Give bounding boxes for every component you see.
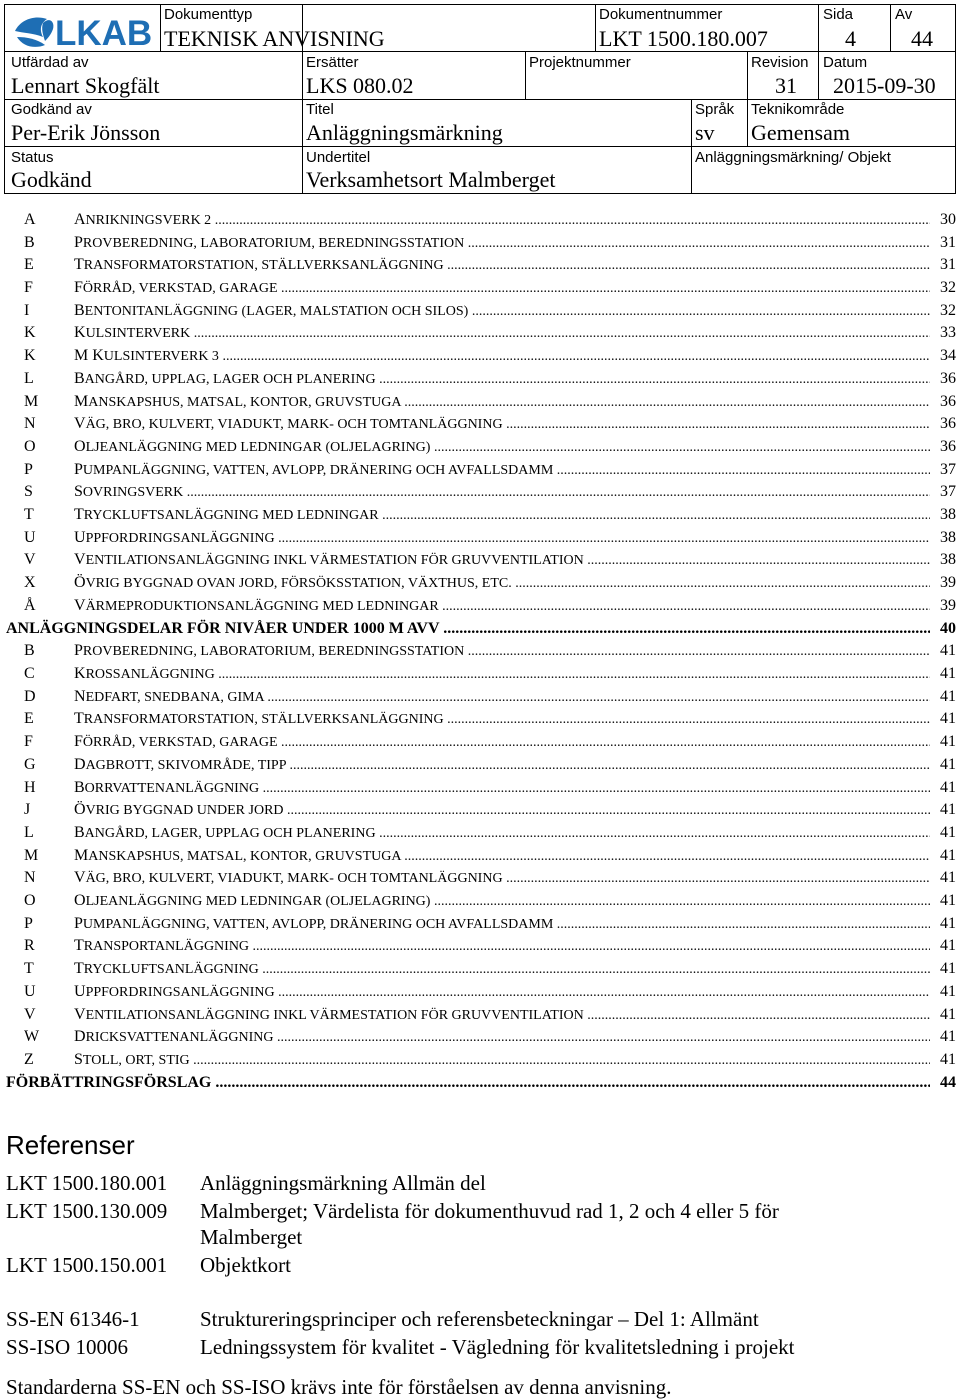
toc-entry-title-initial: S bbox=[74, 483, 83, 500]
toc-entry-title-rest: LJEANLÄGGNING MED LEDNINGAR (OLJELAGRING) bbox=[85, 440, 431, 455]
reference-title: Struktureringsprinciper och referensbeteckningar – Del 1: Allmänt bbox=[200, 1307, 759, 1331]
toc-entry-page: 41 bbox=[930, 640, 956, 662]
toc-entry-letter: P bbox=[24, 461, 33, 478]
toc-entry-title-initial: V bbox=[74, 597, 86, 614]
toc-entry[interactable] bbox=[0, 708, 960, 730]
toc-entry-letter: J bbox=[24, 801, 31, 818]
toc-entry-title bbox=[74, 708, 930, 731]
toc-entry[interactable] bbox=[0, 731, 960, 753]
toc-entry-page: 41 bbox=[930, 935, 956, 957]
toc-entry-title-rest: NRIKNINGSVERK 2 bbox=[85, 213, 212, 228]
subtitle-label: Undertitel bbox=[306, 149, 371, 166]
toc-entry-page: 41 bbox=[930, 708, 956, 730]
toc-entry-page: 33 bbox=[930, 322, 956, 344]
toc-entry-title-initial: B bbox=[74, 302, 85, 319]
toc-entry-title bbox=[74, 254, 930, 277]
toc-entry-title-initial: V bbox=[74, 1006, 86, 1023]
toc-entry-title-initial: S bbox=[74, 1051, 83, 1068]
toc-entry[interactable] bbox=[0, 232, 960, 254]
toc-entry-title-rest: ANGÅRD, UPPLAG, LAGER OCH PLANERING bbox=[84, 372, 376, 387]
toc-entry-title-rest: TOLL, ORT, STIG bbox=[82, 1053, 190, 1068]
toc-entry-title-rest: LJEANLÄGGNING MED LEDNINGAR (OLJELAGRING) bbox=[85, 894, 431, 909]
reference-title: Anläggningsmärkning Allmän del bbox=[200, 1171, 486, 1195]
toc-entry-letter: X bbox=[24, 574, 36, 591]
toc-entry-letter: W bbox=[24, 1028, 40, 1045]
toc-entry-title-initial: T bbox=[74, 937, 84, 954]
toc-entry-letter: R bbox=[24, 937, 35, 954]
toc-entry[interactable] bbox=[0, 209, 960, 231]
toc-entry-title-initial: P bbox=[74, 915, 83, 932]
toc-entry[interactable] bbox=[0, 527, 960, 549]
toc-entry-title-initial: U bbox=[74, 529, 86, 546]
toc-entry[interactable] bbox=[0, 686, 960, 708]
object-label: Anläggningsmärkning/ Objekt bbox=[695, 149, 891, 166]
toc-entry-page: 32 bbox=[930, 300, 956, 322]
toc-entry-title-rest: OVRINGSVERK bbox=[82, 485, 184, 500]
toc-entry-title-rest: ÖRRÅD, VERKSTAD, GARAGE bbox=[82, 735, 278, 750]
toc-entry-letter: T bbox=[24, 960, 34, 977]
toc-entry-page: 36 bbox=[930, 368, 956, 390]
toc-entry[interactable] bbox=[0, 254, 960, 276]
doc-number-label: Dokumentnummer bbox=[599, 6, 723, 23]
toc-entry-title-rest: ROSSANLÄGGNING bbox=[85, 667, 215, 682]
toc-entry-page: 37 bbox=[930, 459, 956, 481]
toc-entry-title-rest: ÄRMEPRODUKTIONSANLÄGGNING MED LEDNINGAR bbox=[85, 599, 439, 614]
approved-by-label: Godkänd av bbox=[11, 101, 92, 118]
document-header bbox=[4, 4, 956, 194]
toc-entry-letter: E bbox=[24, 256, 34, 273]
toc-entry[interactable] bbox=[0, 867, 960, 889]
toc-entry-title-rest: ROVBEREDNING, LABORATORIUM, BEREDNINGSSTATION bbox=[82, 236, 465, 251]
toc-entry-page: 41 bbox=[930, 822, 956, 844]
revision-label: Revision bbox=[751, 54, 809, 71]
toc-entry[interactable] bbox=[0, 913, 960, 935]
toc-entry-letter: M bbox=[24, 393, 39, 410]
toc-entry-title-rest: VRIG BYGGNAD OVAN JORD, FÖRSÖKSSTATION, VÄXTHUS, ETC. bbox=[85, 576, 512, 591]
toc-entry[interactable] bbox=[0, 481, 960, 503]
toc-entry-title-rest: ROVBEREDNING, LABORATORIUM, BEREDNINGSSTATION bbox=[82, 644, 465, 659]
toc-entry-title-initial: F bbox=[74, 279, 83, 296]
toc-entry-letter: H bbox=[24, 779, 36, 796]
page-label: Sida bbox=[823, 6, 854, 23]
toc-entry-page: 41 bbox=[930, 913, 956, 935]
toc-entry-letter: L bbox=[24, 824, 34, 841]
toc-entry-title-rest: ENTONITANLÄGGNING (LAGER, MALSTATION OCH SILOS) bbox=[84, 304, 469, 319]
toc-entry-title-initial: B bbox=[74, 779, 85, 796]
toc-entry-title-initial: A bbox=[74, 211, 86, 228]
date: 2015-09-30 bbox=[833, 73, 936, 98]
toc-entry-title-rest: PPFORDRINGSANLÄGGNING bbox=[85, 985, 275, 1000]
toc-entry-title-rest: RANSFORMATORSTATION, STÄLLVERKSANLÄGGNING bbox=[83, 712, 444, 727]
toc-section-page: 44 bbox=[930, 1072, 956, 1094]
doc-title: Anläggningsmärkning bbox=[306, 120, 503, 145]
toc-entry-title-rest: AGBROTT, SKIVOMRÅDE, TIPP bbox=[85, 758, 286, 773]
reference-title: Objektkort bbox=[200, 1253, 291, 1277]
toc-entry-title-initial: F bbox=[74, 733, 83, 750]
toc-entry-title-rest: ORRVATTENANLÄGGNING bbox=[84, 781, 260, 796]
toc-entry-page: 41 bbox=[930, 1049, 956, 1071]
toc-entry-title bbox=[74, 845, 930, 868]
toc-entry[interactable] bbox=[0, 436, 960, 458]
toc-entry-letter: Å bbox=[24, 597, 36, 614]
toc-entry-title bbox=[74, 436, 930, 459]
toc-entry-letter: L bbox=[24, 370, 34, 387]
toc-entry-letter: N bbox=[24, 415, 36, 432]
toc-section-title: FÖRBÄTTRINGSFÖRSLAG ..... bbox=[6, 1072, 930, 1094]
toc-entry-title-initial: K bbox=[74, 665, 86, 682]
toc-entry-title-initial: M bbox=[74, 393, 89, 410]
toc-entry-title-initial: D bbox=[74, 756, 86, 773]
toc-entry-title bbox=[74, 1026, 930, 1049]
toc-entry-letter: I bbox=[24, 302, 30, 319]
toc-entry-page: 41 bbox=[930, 754, 956, 776]
toc-entry-letter: C bbox=[24, 665, 35, 682]
toc-entry-title-initial: Ö bbox=[74, 801, 86, 818]
revision: 31 bbox=[775, 73, 797, 98]
toc-entry-title-rest: PPFORDRINGSANLÄGGNING bbox=[85, 531, 275, 546]
replaces-label: Ersätter bbox=[306, 54, 359, 71]
page-number: 4 bbox=[845, 26, 856, 51]
toc-entry-page: 41 bbox=[930, 981, 956, 1003]
doc-type: TEKNISK ANVISNING bbox=[164, 26, 385, 51]
svg-text:LKAB: LKAB bbox=[55, 14, 153, 53]
toc-entry-page: 41 bbox=[930, 686, 956, 708]
toc-section-title: ANLÄGGNINGSDELAR FÖR NIVÅER UNDER 1000 M AVV ..... bbox=[6, 618, 930, 640]
toc-entry-page: 32 bbox=[930, 277, 956, 299]
toc-section-heading[interactable] bbox=[0, 618, 960, 640]
toc-entry-title bbox=[74, 277, 930, 300]
toc-entry-title-rest: ANSKAPSHUS, MATSAL, KONTOR, GRUVSTUGA bbox=[88, 849, 401, 864]
toc-entry-title-initial: V bbox=[74, 415, 86, 432]
toc-entry-letter: P bbox=[24, 915, 33, 932]
toc-entry-title-rest: VRIG BYGGNAD UNDER JORD bbox=[85, 803, 284, 818]
toc-entry-title bbox=[74, 640, 930, 663]
toc-entry-title-rest: EDFART, SNEDBANA, G bbox=[85, 690, 238, 705]
toc-entry-letter: M bbox=[24, 847, 39, 864]
toc-entry-letter: O bbox=[24, 438, 36, 455]
toc-entry-title bbox=[74, 777, 930, 800]
issued-by: Lennart Skogfält bbox=[11, 73, 160, 98]
toc-entry-title bbox=[74, 345, 930, 368]
toc-entry-title-initial: V bbox=[74, 869, 86, 886]
toc-entry-letter: S bbox=[24, 483, 33, 500]
toc-entry-page: 31 bbox=[930, 254, 956, 276]
toc-entry-letter: K bbox=[24, 324, 36, 341]
toc-entry-title-initial: M K bbox=[74, 347, 104, 364]
toc-entry-title-rest: ENTILATIONSANLÄGGNING INKL VÄRMESTATION FÖR GRUVVENTILATION bbox=[85, 1008, 584, 1023]
lkab-logo-icon bbox=[13, 11, 158, 53]
toc-entry[interactable] bbox=[0, 981, 960, 1003]
reference-code: SS-EN 61346-1 bbox=[6, 1307, 140, 1331]
toc-entry[interactable] bbox=[0, 368, 960, 390]
toc-section-heading[interactable] bbox=[0, 1072, 960, 1094]
toc-entry-title-rest: RANSPORTANLÄGGNING bbox=[83, 939, 250, 954]
toc-entry[interactable] bbox=[0, 777, 960, 799]
toc-entry-page: 34 bbox=[930, 345, 956, 367]
toc-entry-title-initial: T bbox=[74, 960, 84, 977]
toc-entry-page: 39 bbox=[930, 595, 956, 617]
subtitle: Verksamhetsort Malmberget bbox=[306, 167, 556, 192]
toc-entry[interactable] bbox=[0, 890, 960, 912]
toc-entry[interactable] bbox=[0, 595, 960, 617]
toc-entry-title bbox=[74, 209, 930, 232]
toc-entry-title bbox=[74, 822, 930, 845]
toc-entry-title bbox=[74, 232, 930, 255]
toc-entry-letter: Z bbox=[24, 1051, 34, 1068]
reference-title: Ledningssystem för kvalitet - Vägledning för kvalitetsledning i projekt bbox=[200, 1335, 795, 1359]
of-label: Av bbox=[895, 6, 913, 23]
toc-entry[interactable] bbox=[0, 640, 960, 662]
toc-entry-title-rest: ULSINTERVERK 3 bbox=[103, 349, 219, 364]
toc-entry-letter: F bbox=[24, 279, 33, 296]
toc-entry-page: 30 bbox=[930, 209, 956, 231]
toc-entry-page: 38 bbox=[930, 504, 956, 526]
reference-code: SS-ISO 10006 bbox=[6, 1335, 128, 1359]
reference-code: LKT 1500.150.001 bbox=[6, 1253, 168, 1277]
toc-entry-title-rest: RICKSVATTENANLÄGGNING bbox=[85, 1030, 274, 1045]
toc-entry-title-initial: N bbox=[74, 688, 86, 705]
toc-entry-title-initial: T bbox=[74, 256, 84, 273]
toc-entry[interactable] bbox=[0, 822, 960, 844]
toc-entry-page: 41 bbox=[930, 663, 956, 685]
toc-entry-title bbox=[74, 504, 930, 527]
toc-entry-letter: K bbox=[24, 347, 36, 364]
toc-entry-title bbox=[74, 572, 930, 595]
toc-entry-title bbox=[74, 391, 930, 414]
toc-entry-letter: T bbox=[24, 506, 34, 523]
tech-area: Gemensam bbox=[751, 120, 850, 145]
toc-entry-page: 41 bbox=[930, 799, 956, 821]
toc-entry-title-rest: RYCKLUFTSANLÄGGNING bbox=[83, 962, 259, 977]
toc-entry-page: 38 bbox=[930, 527, 956, 549]
reference-title: Malmberget; Värdelista för dokumenthuvud rad 1, 2 och 4 eller 5 för Malmberget bbox=[200, 1199, 779, 1249]
toc-entry-letter: U bbox=[24, 983, 36, 1000]
toc-entry-letter: U bbox=[24, 529, 36, 546]
approved-by: Per-Erik Jönsson bbox=[11, 120, 161, 145]
toc-entry-title bbox=[74, 935, 930, 958]
toc-entry-title bbox=[74, 913, 930, 936]
toc-entry-page: 36 bbox=[930, 391, 956, 413]
project-label: Projektnummer bbox=[529, 54, 631, 71]
date-label: Datum bbox=[823, 54, 868, 71]
status: Godkänd bbox=[11, 167, 92, 192]
toc-entry-title bbox=[74, 527, 930, 550]
toc-entry-page: 41 bbox=[930, 777, 956, 799]
toc-entry[interactable] bbox=[0, 799, 960, 821]
toc-entry-title-initial: O bbox=[74, 892, 86, 909]
toc-entry-letter: N bbox=[24, 869, 36, 886]
toc-entry-title-rest: RYCKLUFTSANLÄGGNING MED LEDNINGAR bbox=[83, 508, 379, 523]
toc-entry-page: 41 bbox=[930, 867, 956, 889]
toc-entry-page: 41 bbox=[930, 1026, 956, 1048]
toc-entry-title-initial: P bbox=[74, 642, 83, 659]
references-footnote: Standarderna SS-EN och SS-ISO krävs inte för förståelsen av denna anvisning. bbox=[6, 1375, 672, 1399]
toc-entry-title-rest: ENTILATIONSANLÄGGNING INKL VÄRMESTATION FÖR GRUVVENTILATION bbox=[85, 553, 584, 568]
toc-entry-title-initial: Ö bbox=[74, 574, 86, 591]
toc-entry-title bbox=[74, 413, 930, 436]
toc-entry[interactable] bbox=[0, 391, 960, 413]
toc-entry-page: 41 bbox=[930, 890, 956, 912]
toc-entry-title bbox=[74, 459, 930, 482]
toc-entry-letter: G bbox=[24, 756, 36, 773]
toc-entry-letter: F bbox=[24, 733, 33, 750]
toc-entry-title-initial: B bbox=[74, 370, 85, 387]
toc-entry-letter: B bbox=[24, 234, 35, 251]
replaces: LKS 080.02 bbox=[306, 73, 414, 98]
toc-entry-title bbox=[74, 890, 930, 913]
toc-entry-page: 41 bbox=[930, 845, 956, 867]
toc-entry-title-initial: T bbox=[74, 506, 84, 523]
page-total: 44 bbox=[911, 26, 933, 51]
toc-entry-title-initial: B bbox=[74, 824, 85, 841]
language: sv bbox=[695, 120, 715, 145]
title-label: Titel bbox=[306, 101, 334, 118]
toc-entry-letter: D bbox=[24, 688, 36, 705]
doc-type-label: Dokumenttyp bbox=[164, 6, 253, 23]
toc-entry[interactable] bbox=[0, 345, 960, 367]
toc-entry-title-initial: P bbox=[74, 234, 83, 251]
toc-entry-title bbox=[74, 799, 930, 822]
reference-code: LKT 1500.180.001 bbox=[6, 1171, 168, 1195]
toc-entry[interactable] bbox=[0, 322, 960, 344]
toc-entry-title-initial: D bbox=[74, 1028, 86, 1045]
toc-entry-title-rest: ANSKAPSHUS, MATSAL, KONTOR, GRUVSTUGA bbox=[88, 395, 401, 410]
toc-entry-title-initial: M bbox=[74, 847, 89, 864]
toc-entry-page: 36 bbox=[930, 436, 956, 458]
toc-entry[interactable] bbox=[0, 845, 960, 867]
toc-entry-title bbox=[74, 322, 930, 345]
toc-entry[interactable] bbox=[0, 958, 960, 980]
toc-section-page: 40 bbox=[930, 618, 956, 640]
toc-entry-title-rest: RANSFORMATORSTATION, STÄLLVERKSANLÄGGNING bbox=[83, 258, 444, 273]
status-label: Status bbox=[11, 149, 54, 166]
toc-entry[interactable] bbox=[0, 549, 960, 571]
toc-entry[interactable] bbox=[0, 1026, 960, 1048]
toc-entry-letter: B bbox=[24, 642, 35, 659]
toc-entry-title-initial: U bbox=[74, 983, 86, 1000]
reference-code: LKT 1500.130.009 bbox=[6, 1199, 168, 1223]
toc-entry-letter: O bbox=[24, 892, 36, 909]
toc-entry-title bbox=[74, 663, 930, 686]
toc-entry-letter: E bbox=[24, 710, 34, 727]
toc-entry-title-rest: ANGÅRD, LAGER, UPPLAG OCH PLANERING bbox=[84, 826, 376, 841]
toc-entry-title-rest: ÖRRÅD, VERKSTAD, GARAGE bbox=[82, 281, 278, 296]
toc-entry-page: 41 bbox=[930, 731, 956, 753]
toc-entry[interactable] bbox=[0, 935, 960, 957]
toc-entry[interactable] bbox=[0, 663, 960, 685]
toc-entry-page: 31 bbox=[930, 232, 956, 254]
toc-entry-page: 39 bbox=[930, 572, 956, 594]
toc-entry[interactable] bbox=[0, 572, 960, 594]
toc-entry-title bbox=[74, 1004, 930, 1027]
toc-entry-page: 37 bbox=[930, 481, 956, 503]
toc-entry[interactable] bbox=[0, 413, 960, 435]
toc-entry-title-rest: ULSINTERVERK bbox=[85, 326, 191, 341]
toc-entry-title bbox=[74, 549, 930, 572]
toc-entry-title-initial: P bbox=[74, 461, 83, 478]
toc-entry-page: 38 bbox=[930, 549, 956, 571]
toc-entry-title-rest2: IMA bbox=[237, 690, 264, 705]
toc-entry-page: 41 bbox=[930, 1004, 956, 1026]
toc-entry-title bbox=[74, 867, 930, 890]
toc-entry-title bbox=[74, 1049, 930, 1072]
toc-entry-title bbox=[74, 686, 930, 709]
toc-entry-title bbox=[74, 595, 930, 618]
toc-entry-title-rest: ÄG, BRO, KULVERT, VIADUKT, MARK- OCH TOMTANLÄGGNING bbox=[85, 417, 503, 432]
toc-entry[interactable] bbox=[0, 1004, 960, 1026]
toc-entry[interactable] bbox=[0, 754, 960, 776]
doc-number: LKT 1500.180.007 bbox=[599, 26, 768, 51]
toc-entry[interactable] bbox=[0, 504, 960, 526]
toc-entry[interactable] bbox=[0, 277, 960, 299]
toc-entry-title-rest: UMPANLÄGGNING, VATTEN, AVLOPP, DRÄNERING OCH AVFALLSDAMM bbox=[82, 917, 554, 932]
references-heading: Referenser bbox=[6, 1130, 135, 1160]
toc-entry-page: 36 bbox=[930, 413, 956, 435]
toc-entry[interactable] bbox=[0, 459, 960, 481]
toc-entry-title-initial: T bbox=[74, 710, 84, 727]
issued-by-label: Utfärdad av bbox=[11, 54, 89, 71]
toc-entry-title-rest: ÄG, BRO, KULVERT, VIADUKT, MARK- OCH TOMTANLÄGGNING bbox=[85, 871, 503, 886]
toc-entry-title-initial: O bbox=[74, 438, 86, 455]
toc-entry-page: 41 bbox=[930, 958, 956, 980]
toc-entry-title bbox=[74, 981, 930, 1004]
toc-entry-letter: A bbox=[24, 211, 36, 228]
toc-entry[interactable] bbox=[0, 1049, 960, 1071]
toc-entry-title bbox=[74, 731, 930, 754]
lkab-logo bbox=[13, 11, 158, 53]
toc-entry-title-rest: UMPANLÄGGNING, VATTEN, AVLOPP, DRÄNERING OCH AVFALLSDAMM bbox=[82, 463, 554, 478]
toc-entry-title-initial: K bbox=[74, 324, 86, 341]
toc-entry-title bbox=[74, 754, 930, 777]
toc-entry-title bbox=[74, 481, 930, 504]
language-label: Språk bbox=[695, 101, 735, 118]
toc-entry-title bbox=[74, 368, 930, 391]
toc-entry-letter: V bbox=[24, 1006, 36, 1023]
toc-entry-letter: V bbox=[24, 551, 36, 568]
toc-entry-title bbox=[74, 300, 930, 323]
toc-entry-title-initial: V bbox=[74, 551, 86, 568]
toc-entry[interactable] bbox=[0, 300, 960, 322]
toc-entry-title bbox=[74, 958, 930, 981]
tech-area-label: Teknikområde bbox=[751, 101, 845, 118]
